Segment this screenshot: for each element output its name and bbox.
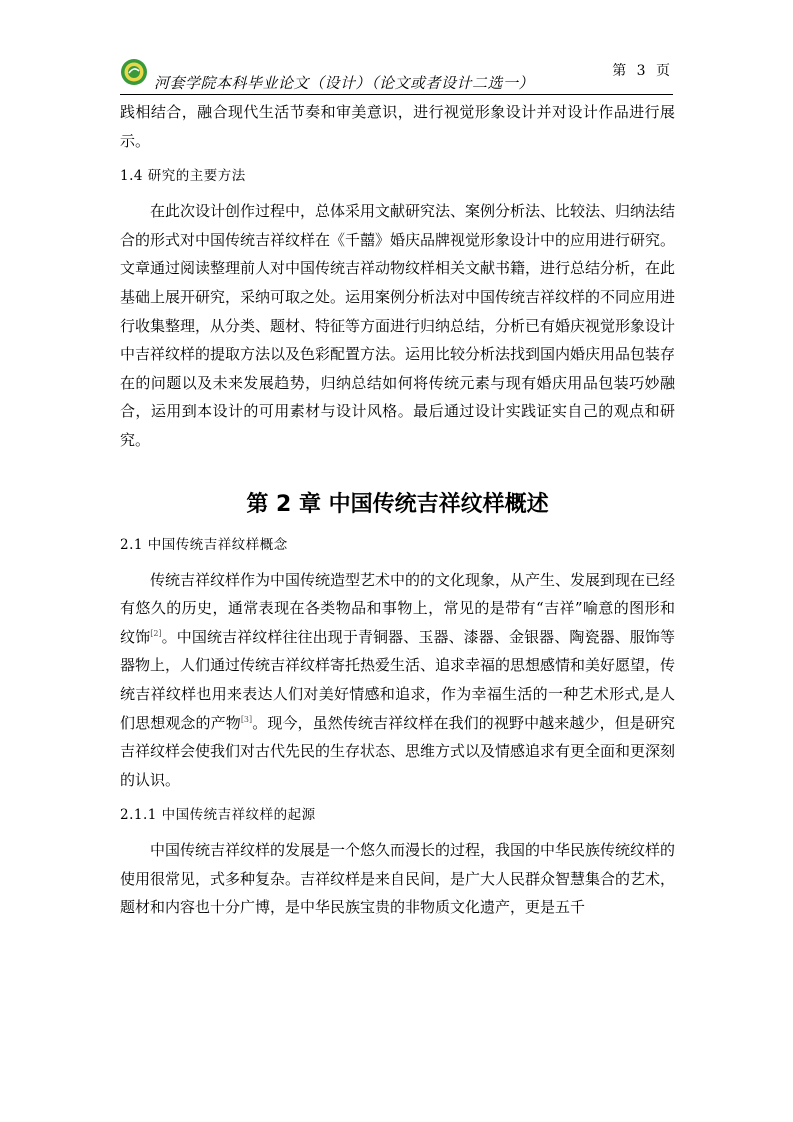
citation-ref-2: [2]: [150, 628, 162, 638]
intro-paragraph: 践相结合，融合现代生活节奏和审美意识，进行视觉形象设计并对设计作品进行展示。: [120, 103, 675, 150]
page-header: [120, 52, 673, 96]
concept-text-a: 传统吉祥纹样作为中国传统造型艺术中的的文化现象，从产生、发展到现在已经有悠久的历史，通常表现在各类物品和事物上，常见的是带有“吉祥”喻意的图形和纹饰: [120, 570, 676, 646]
header-title: 河套学院本科毕业论文（设计）（论文或者设计二选一）: [154, 74, 535, 92]
concept-text-b: 。中国统吉祥纹样往往出现于青铜器、玉器、漆器、金银器、陶瓷器、服饰等器物上，人们通过传统吉祥纹样寄托热爱生活、追求幸福的思想感情和美好愿望，传统吉祥纹样也用来表达人们对美好情感和追求，作为幸福生活的一种艺术形式,是人们思想观念的产物: [120, 627, 676, 732]
page-number: 第 3 页: [612, 63, 673, 79]
methods-paragraph: 在此次设计创作过程中，总体采用文献研究法、案例分析法、比较法、归纳法结合的形式对中国传统吉祥纹样在《千囍》婚庆品牌视觉形象设计中的应用进行研究。文章通过阅读整理前人对中国传统吉祥动物纹样相关文献书籍，进行总结分析，在此基础上展开研究，采纳可取之处。运用案例分析法对中国传统吉祥纹样的不同应用进行收集整理，从分类、题材、特征等方面进行归纳总结，分析已有婚庆视觉形象设计中吉祥纹样的提取方法以及色彩配置方法。运用比较分析法找到国内婚庆用品包装存在的问题以及未来发展趋势，归纳总结如何将传统元素与现有婚庆用品包装巧妙融合，运用到本设计的可用素材与设计风格。最后通过设计实践证实自己的观点和研究。: [120, 202, 676, 449]
page-body: [120, 98, 675, 922]
header-divider: [120, 94, 673, 95]
origin-paragraph: 中国传统吉祥纹样的发展是一个悠久而漫长的过程，我国的中华民族传统纹样的使用很常见，式多种复杂。吉祥纹样是来自民间，是广大人民群众智慧集合的艺术，题材和内容也十分广博，是中华民族宝贵的非物质文化遗产，更是五千: [120, 841, 676, 917]
school-logo-icon: [120, 58, 148, 86]
section-heading-2-1-1: 2.1.1 中国传统吉祥纹样的起源: [120, 807, 316, 824]
chapter-heading-2: 第 2 章 中国传统吉祥纹样概述: [246, 491, 549, 517]
concept-paragraph: [120, 566, 675, 795]
citation-ref-3: [3]: [240, 714, 253, 724]
section-heading-2-1: 2.1 中国传统吉祥纹样概念: [120, 536, 288, 553]
section-heading-1-4: 1.4 研究的主要方法: [120, 168, 246, 185]
concept-text-c: 。现今，虽然传统吉祥纹样在我们的视野中越来越少，但是研究吉祥纹样会使我们对古代先民的生存状态、思维方式以及情感追求有更全面和更深刻的认识。: [120, 713, 676, 789]
